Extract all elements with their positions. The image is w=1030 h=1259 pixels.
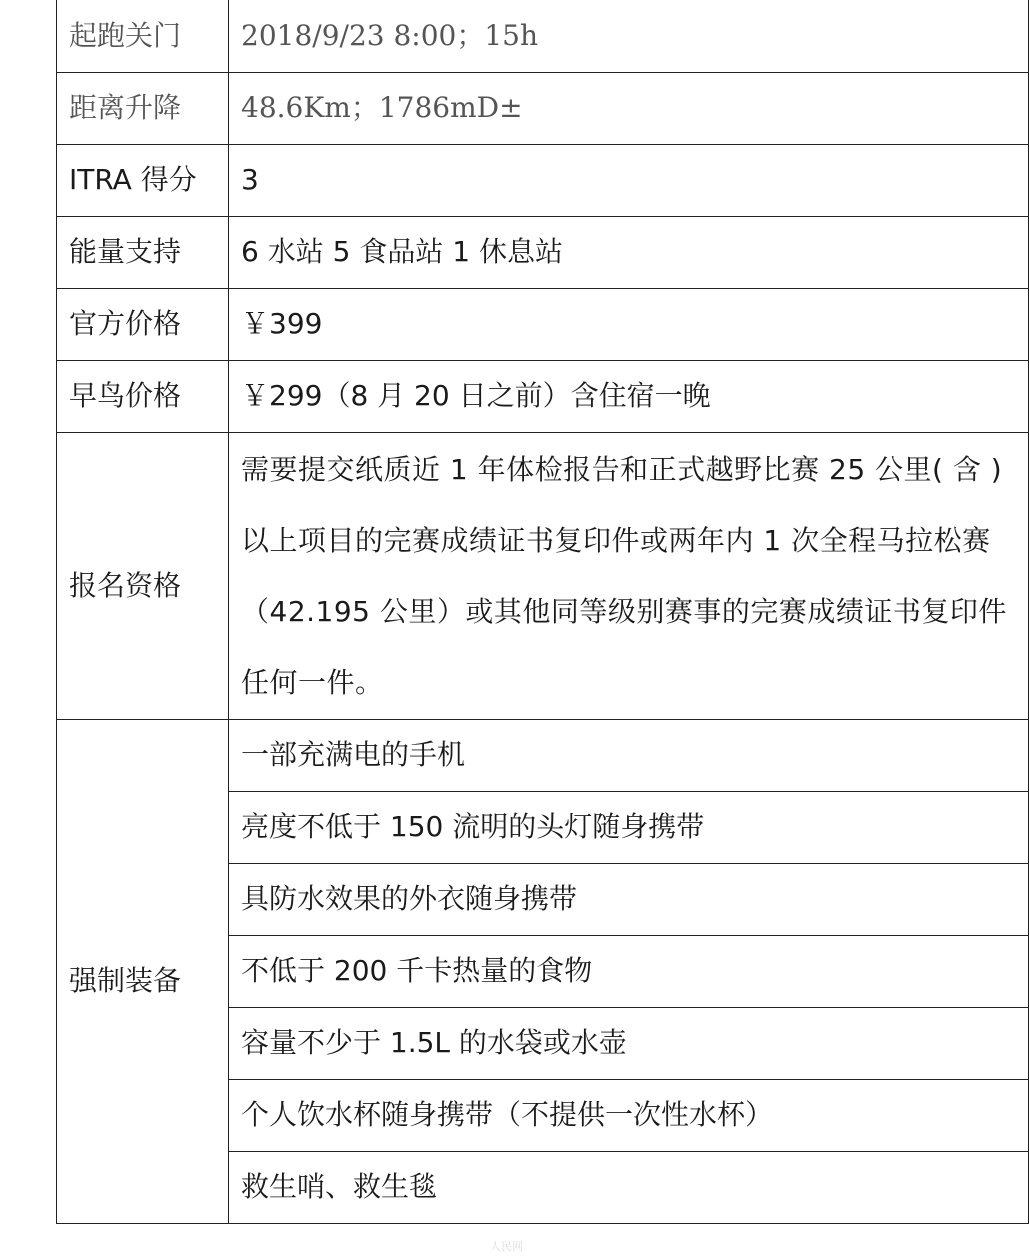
equipment-item: 容量不少于 1.5L 的水袋或水壶 bbox=[229, 1007, 1029, 1079]
label-mandatory-equipment: 强制装备 bbox=[57, 719, 229, 1223]
row-energy-support bbox=[57, 216, 1029, 288]
row-itra-score bbox=[57, 144, 1029, 216]
equipment-item: 救生哨、救生毯 bbox=[229, 1151, 1029, 1223]
race-info-table bbox=[56, 0, 1029, 1224]
value-distance-elevation: 48.6Km；1786mD± bbox=[229, 72, 1029, 144]
value-eligibility bbox=[229, 432, 1029, 719]
equipment-item: 不低于 200 千卡热量的食物 bbox=[229, 935, 1029, 1007]
watermark: 人民网 bbox=[490, 1240, 523, 1252]
row-official-price bbox=[57, 288, 1029, 360]
equipment-item: 一部充满电的手机 bbox=[229, 719, 1029, 791]
label-distance-elevation: 距离升降 bbox=[57, 72, 229, 144]
equipment-row bbox=[57, 719, 1029, 791]
eligibility-text: 需要提交纸质近 1 年体检报告和正式越野比赛 25 公里( 含 )以上项目的完赛成绩证书复印件或两年内 1 次全程马拉松赛（42.195 公里）或其他同等级别赛事的完赛成绩证书复印件任何一件。 bbox=[241, 452, 1007, 699]
equipment-item: 亮度不低于 150 流明的头灯随身携带 bbox=[229, 791, 1029, 863]
row-start-cutoff bbox=[57, 0, 1029, 72]
row-distance-elevation bbox=[57, 72, 1029, 144]
label-energy-support: 能量支持 bbox=[57, 216, 229, 288]
row-early-bird-price bbox=[57, 360, 1029, 432]
value-energy-support: 6 水站 5 食品站 1 休息站 bbox=[229, 216, 1029, 288]
value-start-cutoff: 2018/9/23 8:00；15h bbox=[229, 0, 1029, 72]
label-early-bird-price: 早鸟价格 bbox=[57, 360, 229, 432]
label-itra-score: ITRA 得分 bbox=[57, 144, 229, 216]
value-itra-score: 3 bbox=[229, 144, 1029, 216]
value-official-price: ￥399 bbox=[229, 288, 1029, 360]
row-eligibility bbox=[57, 432, 1029, 719]
label-official-price: 官方价格 bbox=[57, 288, 229, 360]
equipment-item: 个人饮水杯随身携带（不提供一次性水杯） bbox=[229, 1079, 1029, 1151]
label-start-cutoff: 起跑关门 bbox=[57, 0, 229, 72]
label-eligibility: 报名资格 bbox=[57, 432, 229, 719]
value-early-bird-price: ￥299（8 月 20 日之前）含住宿一晚 bbox=[229, 360, 1029, 432]
equipment-item: 具防水效果的外衣随身携带 bbox=[229, 863, 1029, 935]
